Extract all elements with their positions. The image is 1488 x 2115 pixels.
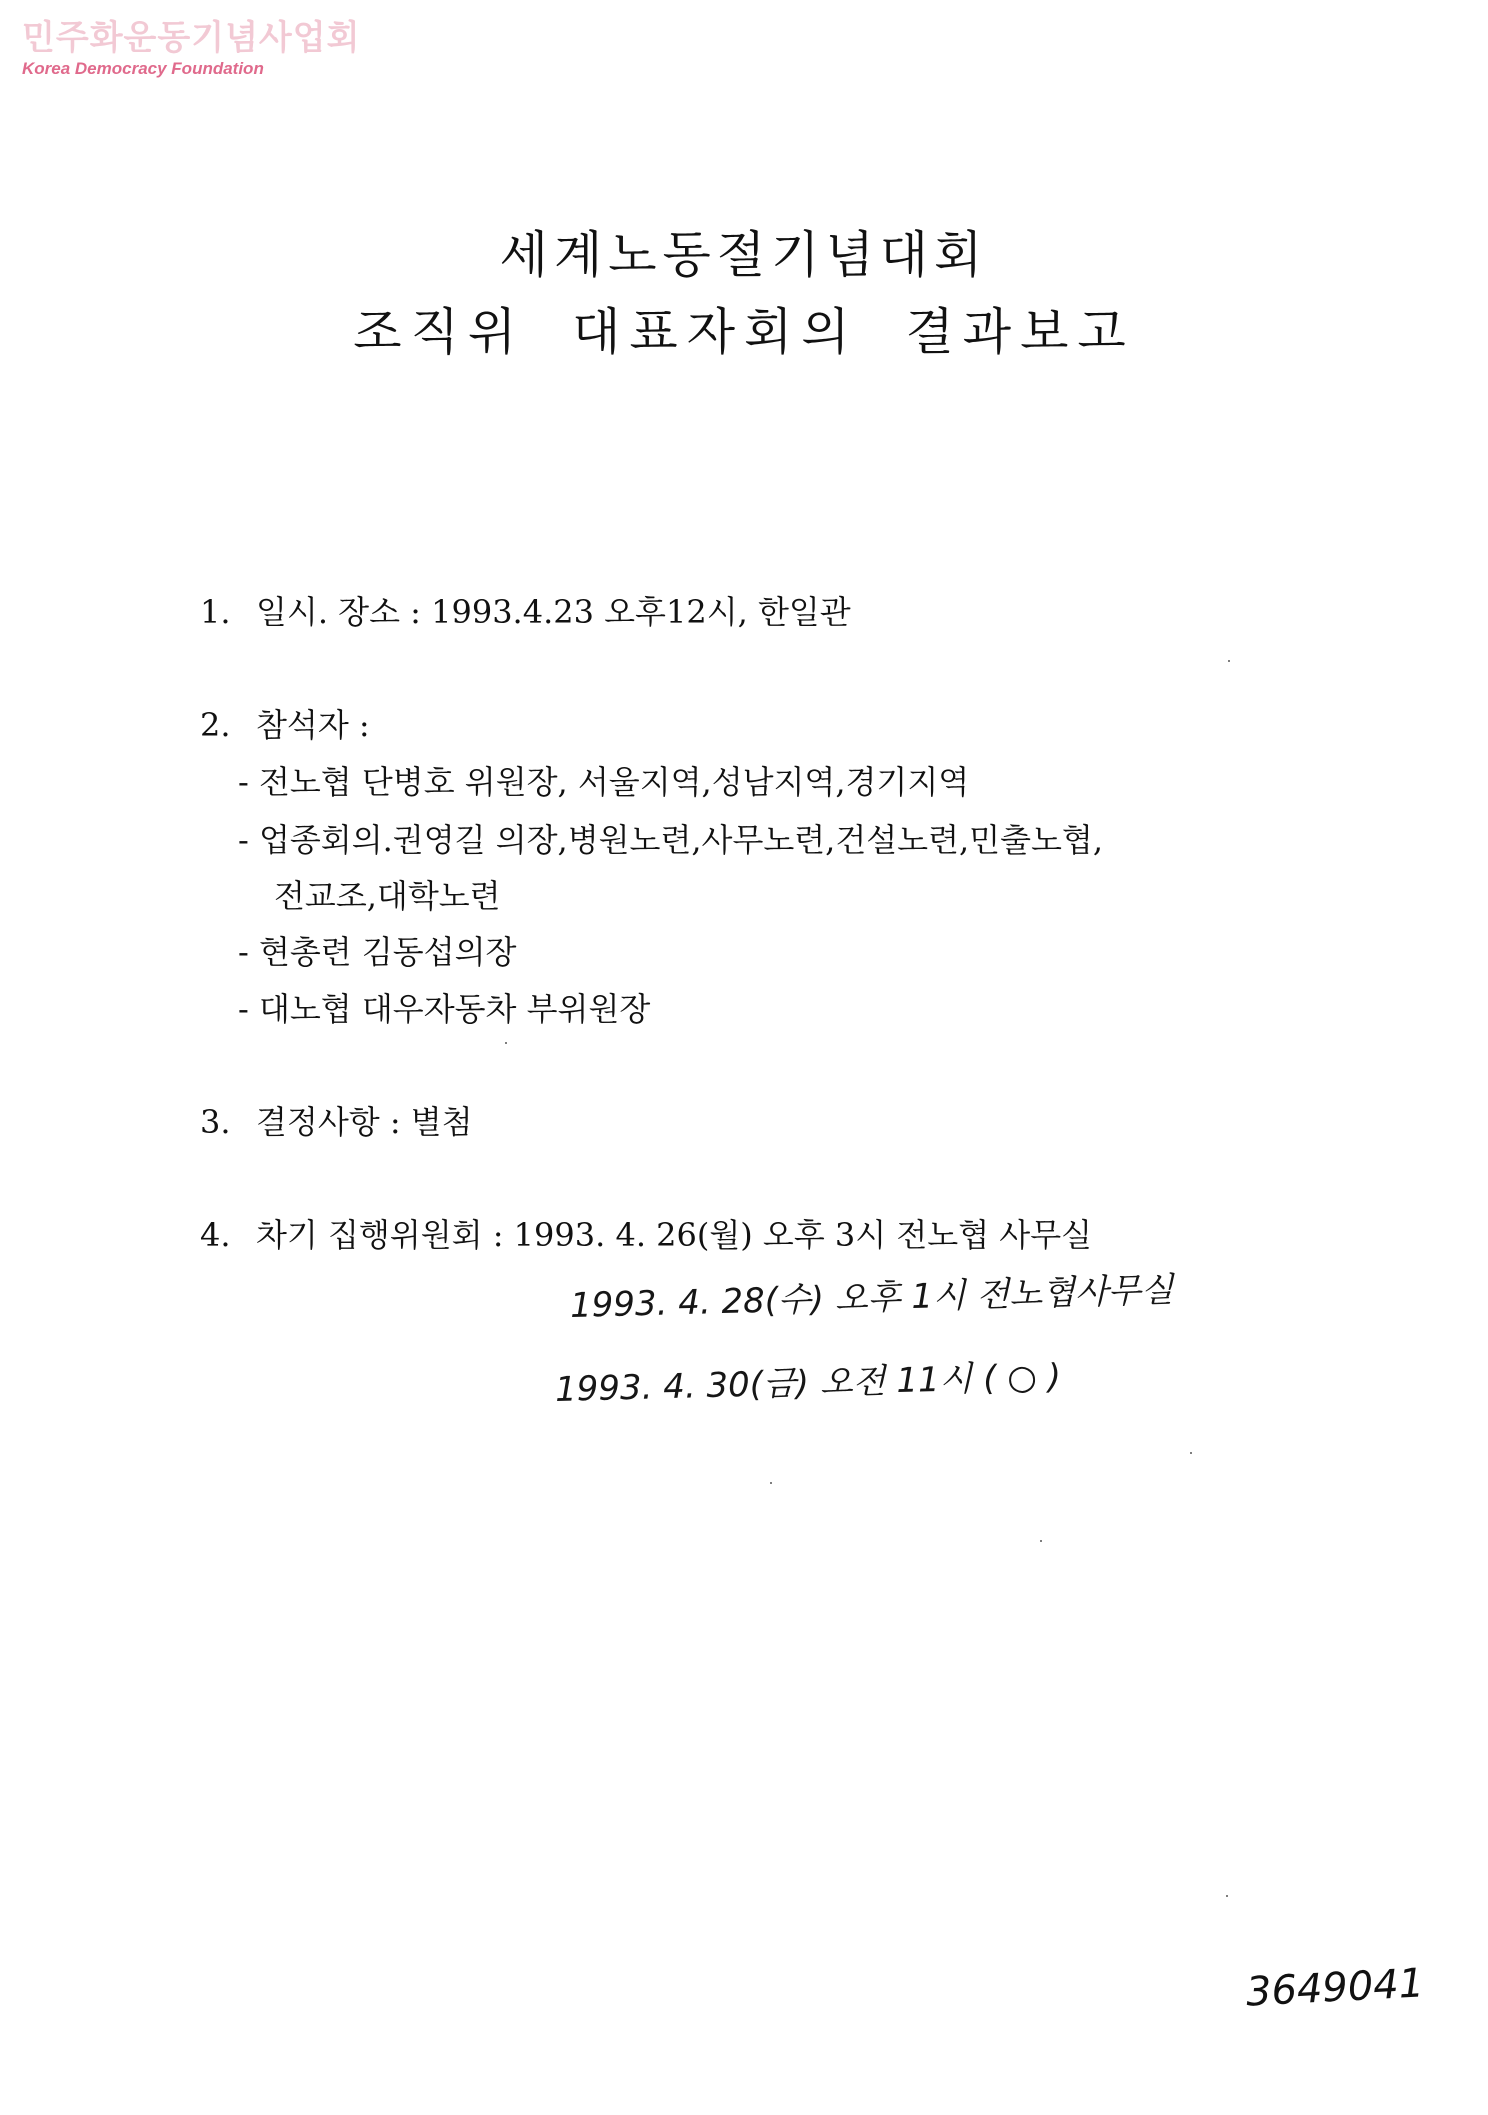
item-text: 결정사항 : 별첨 xyxy=(256,1103,473,1141)
scan-speck xyxy=(505,1042,507,1044)
item-text: 차기 집행위원회 : 1993. 4. 26(월) 오후 3시 전노협 사무실 xyxy=(256,1216,1093,1254)
handwritten-note: 1993. 4. 28(수) 오후 1시 전노협사무실 xyxy=(569,1270,1175,1326)
watermark-english: Korea Democracy Foundation xyxy=(22,59,264,78)
item-number: 4. xyxy=(200,1216,231,1254)
watermark-korean: 민주화운동기념사업회 xyxy=(22,18,361,58)
item-4 xyxy=(200,1215,1092,1255)
handwritten-note: 1993. 4. 30(금) 오전 11시 ( ○ ) xyxy=(554,1356,1062,1410)
document-subtitle: 조직위 대표자회의 결과보고 xyxy=(353,303,1135,361)
attendee-line: - 업종회의.권영길 의장,병원노련,사무노련,건설노련,민출노협, xyxy=(238,821,1103,859)
document-title: 세계노동절기념대회 xyxy=(499,226,989,284)
item-2 xyxy=(200,705,370,745)
item-3 xyxy=(200,1102,473,1142)
attendee-line-continued: 전교조,대학노련 xyxy=(274,877,501,915)
scan-speck xyxy=(1226,1895,1228,1897)
scan-speck xyxy=(1228,660,1230,662)
attendee-line: - 현총련 김동섭의장 xyxy=(238,933,517,971)
attendee-line: - 대노협 대우자동차 부위원장 xyxy=(238,990,651,1028)
document-number: 3649041 xyxy=(1244,1960,1426,2016)
item-number: 1. xyxy=(200,593,231,631)
scan-speck xyxy=(1190,1452,1192,1454)
attendee-line: - 전노협 단병호 위원장, 서울지역,성남지역,경기지역 xyxy=(238,763,970,801)
watermark xyxy=(22,18,360,80)
item-text: 일시. 장소 : 1993.4.23 오후12시, 한일관 xyxy=(256,593,851,631)
scan-speck xyxy=(770,1482,772,1484)
item-text: 참석자 : xyxy=(256,706,370,744)
item-number: 3. xyxy=(200,1103,231,1141)
item-number: 2. xyxy=(200,706,231,744)
item-1 xyxy=(200,592,851,632)
scan-speck xyxy=(1040,1540,1042,1542)
